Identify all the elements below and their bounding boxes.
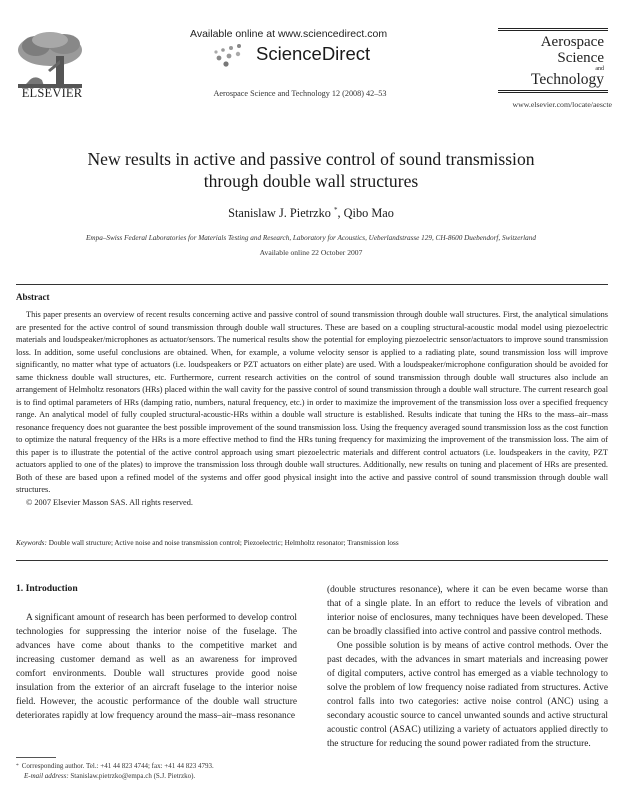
author-name[interactable]: Qibo Mao — [343, 206, 394, 221]
keywords — [16, 539, 608, 547]
author-separator: , — [337, 206, 344, 221]
author-name[interactable]: Stanislaw J. Pietrzko — [228, 206, 331, 221]
keywords-list: Double wall structure; Active noise and noise transmission control; Piezoelectric; Helmholtz resonator; Transmission loss — [48, 539, 399, 547]
tree-icon — [14, 30, 86, 90]
journal-title — [498, 31, 608, 90]
journal-url-link[interactable]: www.elsevier.com/locate/aescte — [512, 100, 612, 109]
copyright-notice: © 2007 Elsevier Masson SAS. All rights reserved. — [26, 497, 193, 507]
column-left — [16, 611, 297, 723]
keywords-label: Keywords: — [16, 539, 47, 547]
sciencedirect-availability: Available online at www.sciencedirect.com — [190, 28, 388, 40]
paragraph: (double structures resonance), where it can be even became worse than that of a single plate. In an effort to reduce the levels of vibration and interior noise of enclosures, many techniques have been developed. These can be broadly classified into active control and passive control methods. — [327, 585, 608, 637]
journal-title-line: and — [595, 66, 604, 72]
abstract-body — [16, 309, 608, 509]
email-link[interactable]: Stanislaw.pietrzko@empa.ch (S.J. Pietrzko). — [70, 772, 196, 780]
paper-title-line: New results in active and passive control of sound transmission — [87, 149, 535, 169]
paper-title — [20, 148, 602, 192]
journal-title-box — [498, 28, 608, 93]
corresponding-author-mark[interactable]: * — [334, 206, 338, 214]
sciencedirect-name: ScienceDirect — [256, 43, 371, 64]
authors — [20, 206, 602, 221]
publisher-logo-text: ELSEVIER — [21, 86, 83, 100]
paragraph: One possible solution is by means of active control methods. Over the past decades, with the advances in smart materials and increasing power of digital computers, active control has emerged as a viable technology to solve the problem of low frequency noise radiated from structures. Active control falls into two categories: active noise control (ANC) using a secondary acoustic source to cancel unwanted sounds and active structural acoustic control (ASAC) utilizing a variety of actuators applied directly to the structure for reducing the sound power radiated from the structure. — [327, 641, 608, 749]
journal-title-line: Science — [557, 50, 604, 66]
footnote-rule — [16, 757, 56, 758]
sciencedirect-dots-icon — [210, 43, 250, 69]
footnote-mark: * — [16, 763, 19, 769]
divider — [16, 284, 608, 285]
paper-title-line: through double wall structures — [203, 171, 419, 191]
journal-title-line: Aerospace — [540, 34, 604, 50]
journal-reference: Aerospace Science and Technology 12 (2008) 42–53 — [213, 89, 387, 98]
journal-title-line: Technology — [531, 71, 604, 88]
abstract-text: This paper presents an overview of recent results concerning active and passive control of sound transmission through double wall structures. First, the analytical simulations are presented for the active control of sound transmission through double wall structures. These are based on a coupling structural-acoustic modal model using piezoelectric materials and loudspeaker/microphones as actuator/sensors. The numerical results show the potential for employing piezoelectric sensor/actuators to improve sound transmission loss. In addition, some useful conclusions are obtained. When, for example, a volume velocity sensor is applied to a radiating plate, sound transmission loss will improve significantly, no matter what type of actuators (i.e. loudspeakers or PZT actuators on either plate) are used. With a loudspeaker/microphone configuration should be avoided for same thickness double wall structures, etc. Furthermore, current research activities on the control of sound transmission through double wall structures also include an arrangement of Helmholtz resonators (HRs) placed within the wall cavity for the passive control of sound transmission through a double wall structure. The current research goal is to find optimal parameters of HRs (damping ratio, numbers, natural frequency, etc.) in order to maximize the improvement of the transmission loss over a specified frequency range. An analytical model of fully coupled structural-acoustic-HRs within a double wall structure is established. Results indicate that tuning the HRs to the mass–air–mass resonance frequency does not guarantee the best possible improvement of the sound transmission loss. Using the frequency averaged sound transmission loss as the cost function to optimize the natural frequency of the HRs is a more effective method to find the HRs tuning frequency for maximizing the improvement of the transmission loss. The aim of this paper is to illustrate the potential of the active control approach using smart piezoelectric materials and different control actuators (i.e. loudspeakers in the cavity, PZT actuators applied to one of the plates) to improve the transmission loss through double wall structures. Additionally, new results on tuning and placement of HRs are presented. Both of these are based upon a refined model of the systems and offer good physical insight into the active and passive control of sound transmission through double wall structures. — [16, 310, 608, 494]
section-heading-introduction: 1. Introduction — [16, 583, 78, 594]
paragraph: A significant amount of research has been performed to develop control technologies for suppressing the interior noise of the fuselage. The advances have come about thanks to the competitive market and increasing customer demand as well as an awareness for improved comfort environments. Double wall structures provide good noise insulation from the exterior of an aircraft fuselage to the interior noise field. However, the acoustic performance of the double wall structure deteriorates rapidly at low frequency around the mass–air–mass resonance — [16, 613, 297, 721]
affiliation: Empa–Swiss Federal Laboratories for Materials Testing and Research, Laboratory for Acoustics, Ueberlandstrasse 129, CH-8600 Duebendorf, Switzerland — [86, 234, 536, 242]
journal-rule-bottom — [498, 90, 608, 93]
column-right — [327, 583, 608, 751]
email-label: E-mail address: — [24, 772, 69, 780]
footnote — [16, 761, 306, 781]
divider — [16, 560, 608, 561]
sciencedirect-logo — [210, 43, 410, 69]
footnote-contact: Corresponding author. Tel.: +41 44 823 4744; fax: +41 44 823 4793. — [21, 762, 214, 770]
available-online-date: Available online 22 October 2007 — [259, 248, 363, 257]
abstract-heading: Abstract — [16, 292, 50, 302]
